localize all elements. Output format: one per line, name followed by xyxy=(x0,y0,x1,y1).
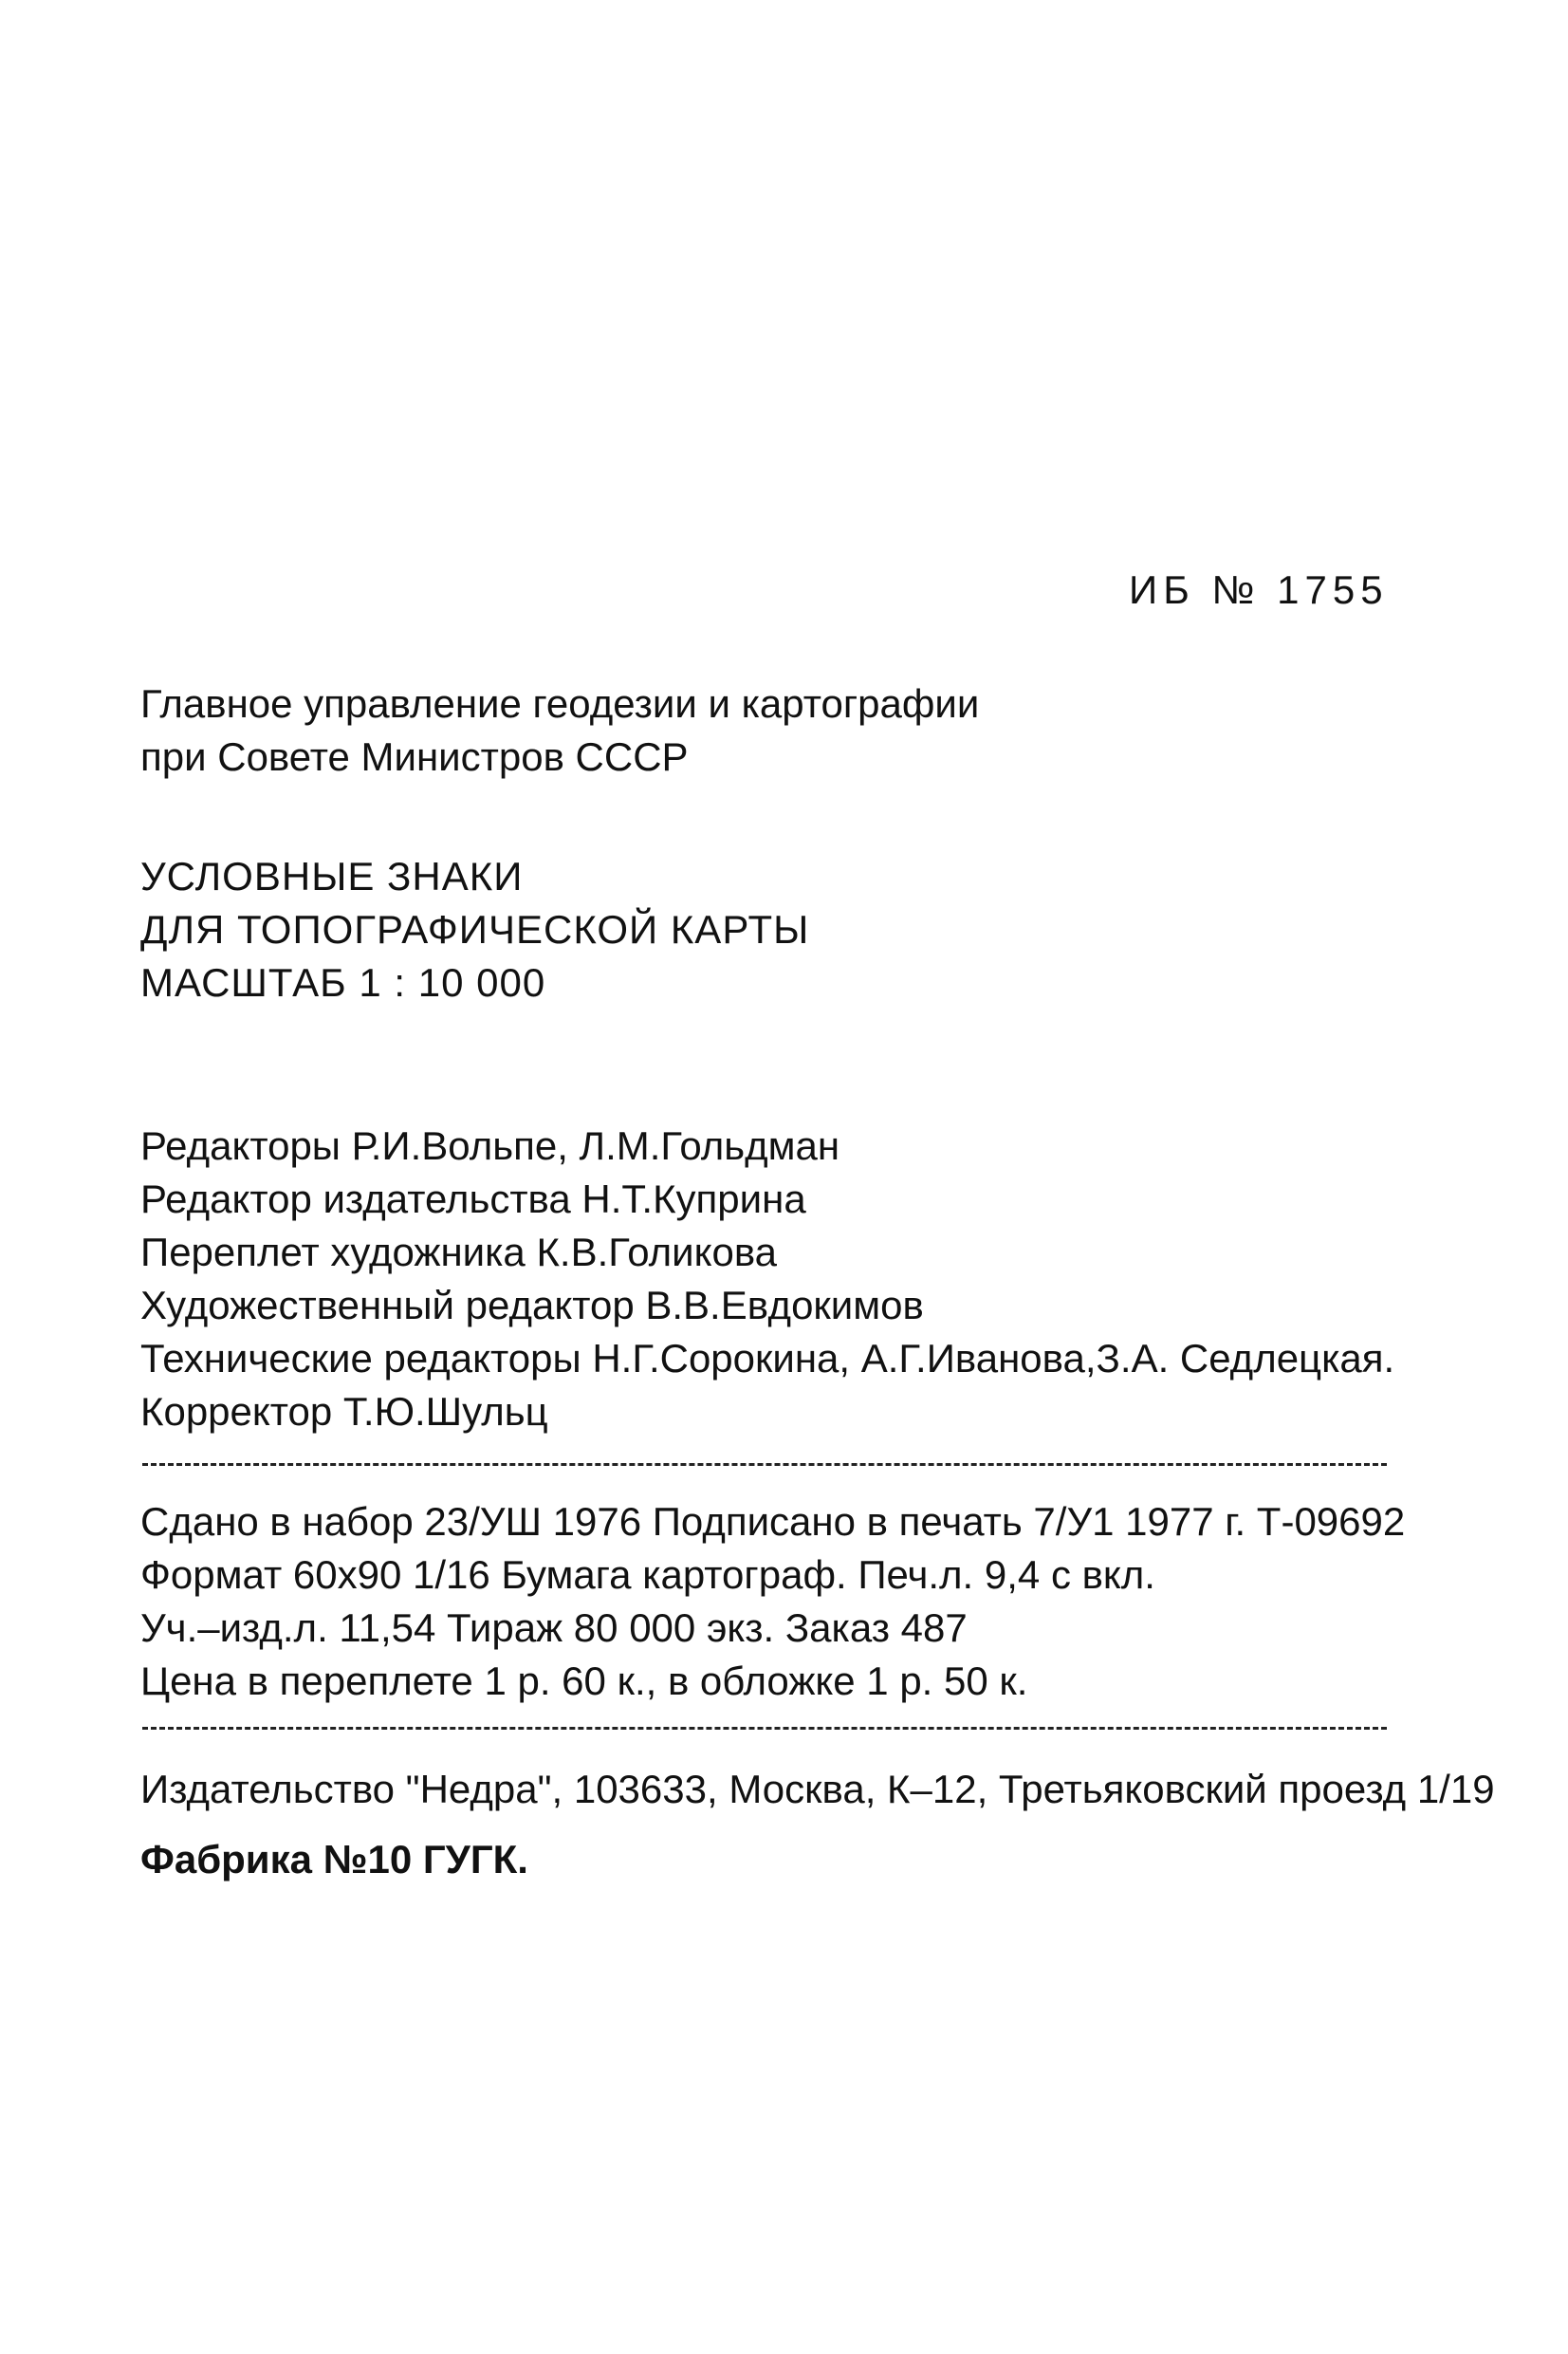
credits-binding-artist: Переплет художника К.В.Голикова xyxy=(140,1230,778,1274)
publisher-address: Издательство "Недра", 103633, Москва, К–12, Третьяковский проезд 1/19 xyxy=(140,1767,1495,1811)
imprint-line-1: Сдано в набор 23/УШ 1976 Подписано в печать 7/У1 1977 г. Т-09692 xyxy=(140,1499,1406,1544)
title-line-3: МАСШТАБ 1 : 10 000 xyxy=(140,960,546,1005)
imprint-line-3: Уч.–изд.л. 11,54 Тираж 80 000 экз. Заказ 487 xyxy=(140,1605,968,1650)
ib-number: ИБ № 1755 xyxy=(1129,567,1389,612)
title-line-2: ДЛЯ ТОПОГРАФИЧЕСКОЙ КАРТЫ xyxy=(140,907,810,952)
credits-publishing-editor: Редактор издательства Н.Т.Куприна xyxy=(140,1177,806,1221)
imprint-line-2: Формат 60x90 1/16 Бумага картограф. Печ.л. 9,4 с вкл. xyxy=(140,1552,1155,1597)
credits-technical-editors: Технические редакторы Н.Г.Сорокина, А.Г.Иванова,З.А. Седлецкая. xyxy=(140,1336,1395,1381)
credits-art-editor: Художественный редактор В.В.Евдокимов xyxy=(140,1283,924,1327)
publisher-factory: Фабрика №10 ГУГК. xyxy=(140,1837,528,1881)
credits-editors: Редакторы Р.И.Вольпе, Л.М.Гольдман xyxy=(140,1123,840,1168)
divider-top xyxy=(142,1463,1387,1466)
divider-bottom xyxy=(142,1727,1387,1730)
credits-proofreader: Корректор Т.Ю.Шульц xyxy=(140,1389,548,1434)
organization-line-1: Главное управление геодезии и картографии xyxy=(140,681,980,726)
imprint-line-4: Цена в переплете 1 р. 60 к., в обложке 1 р. 50 к. xyxy=(140,1659,1028,1703)
title-line-1: УСЛОВНЫЕ ЗНАКИ xyxy=(140,854,524,899)
organization-line-2: при Совете Министров СССР xyxy=(140,734,689,779)
